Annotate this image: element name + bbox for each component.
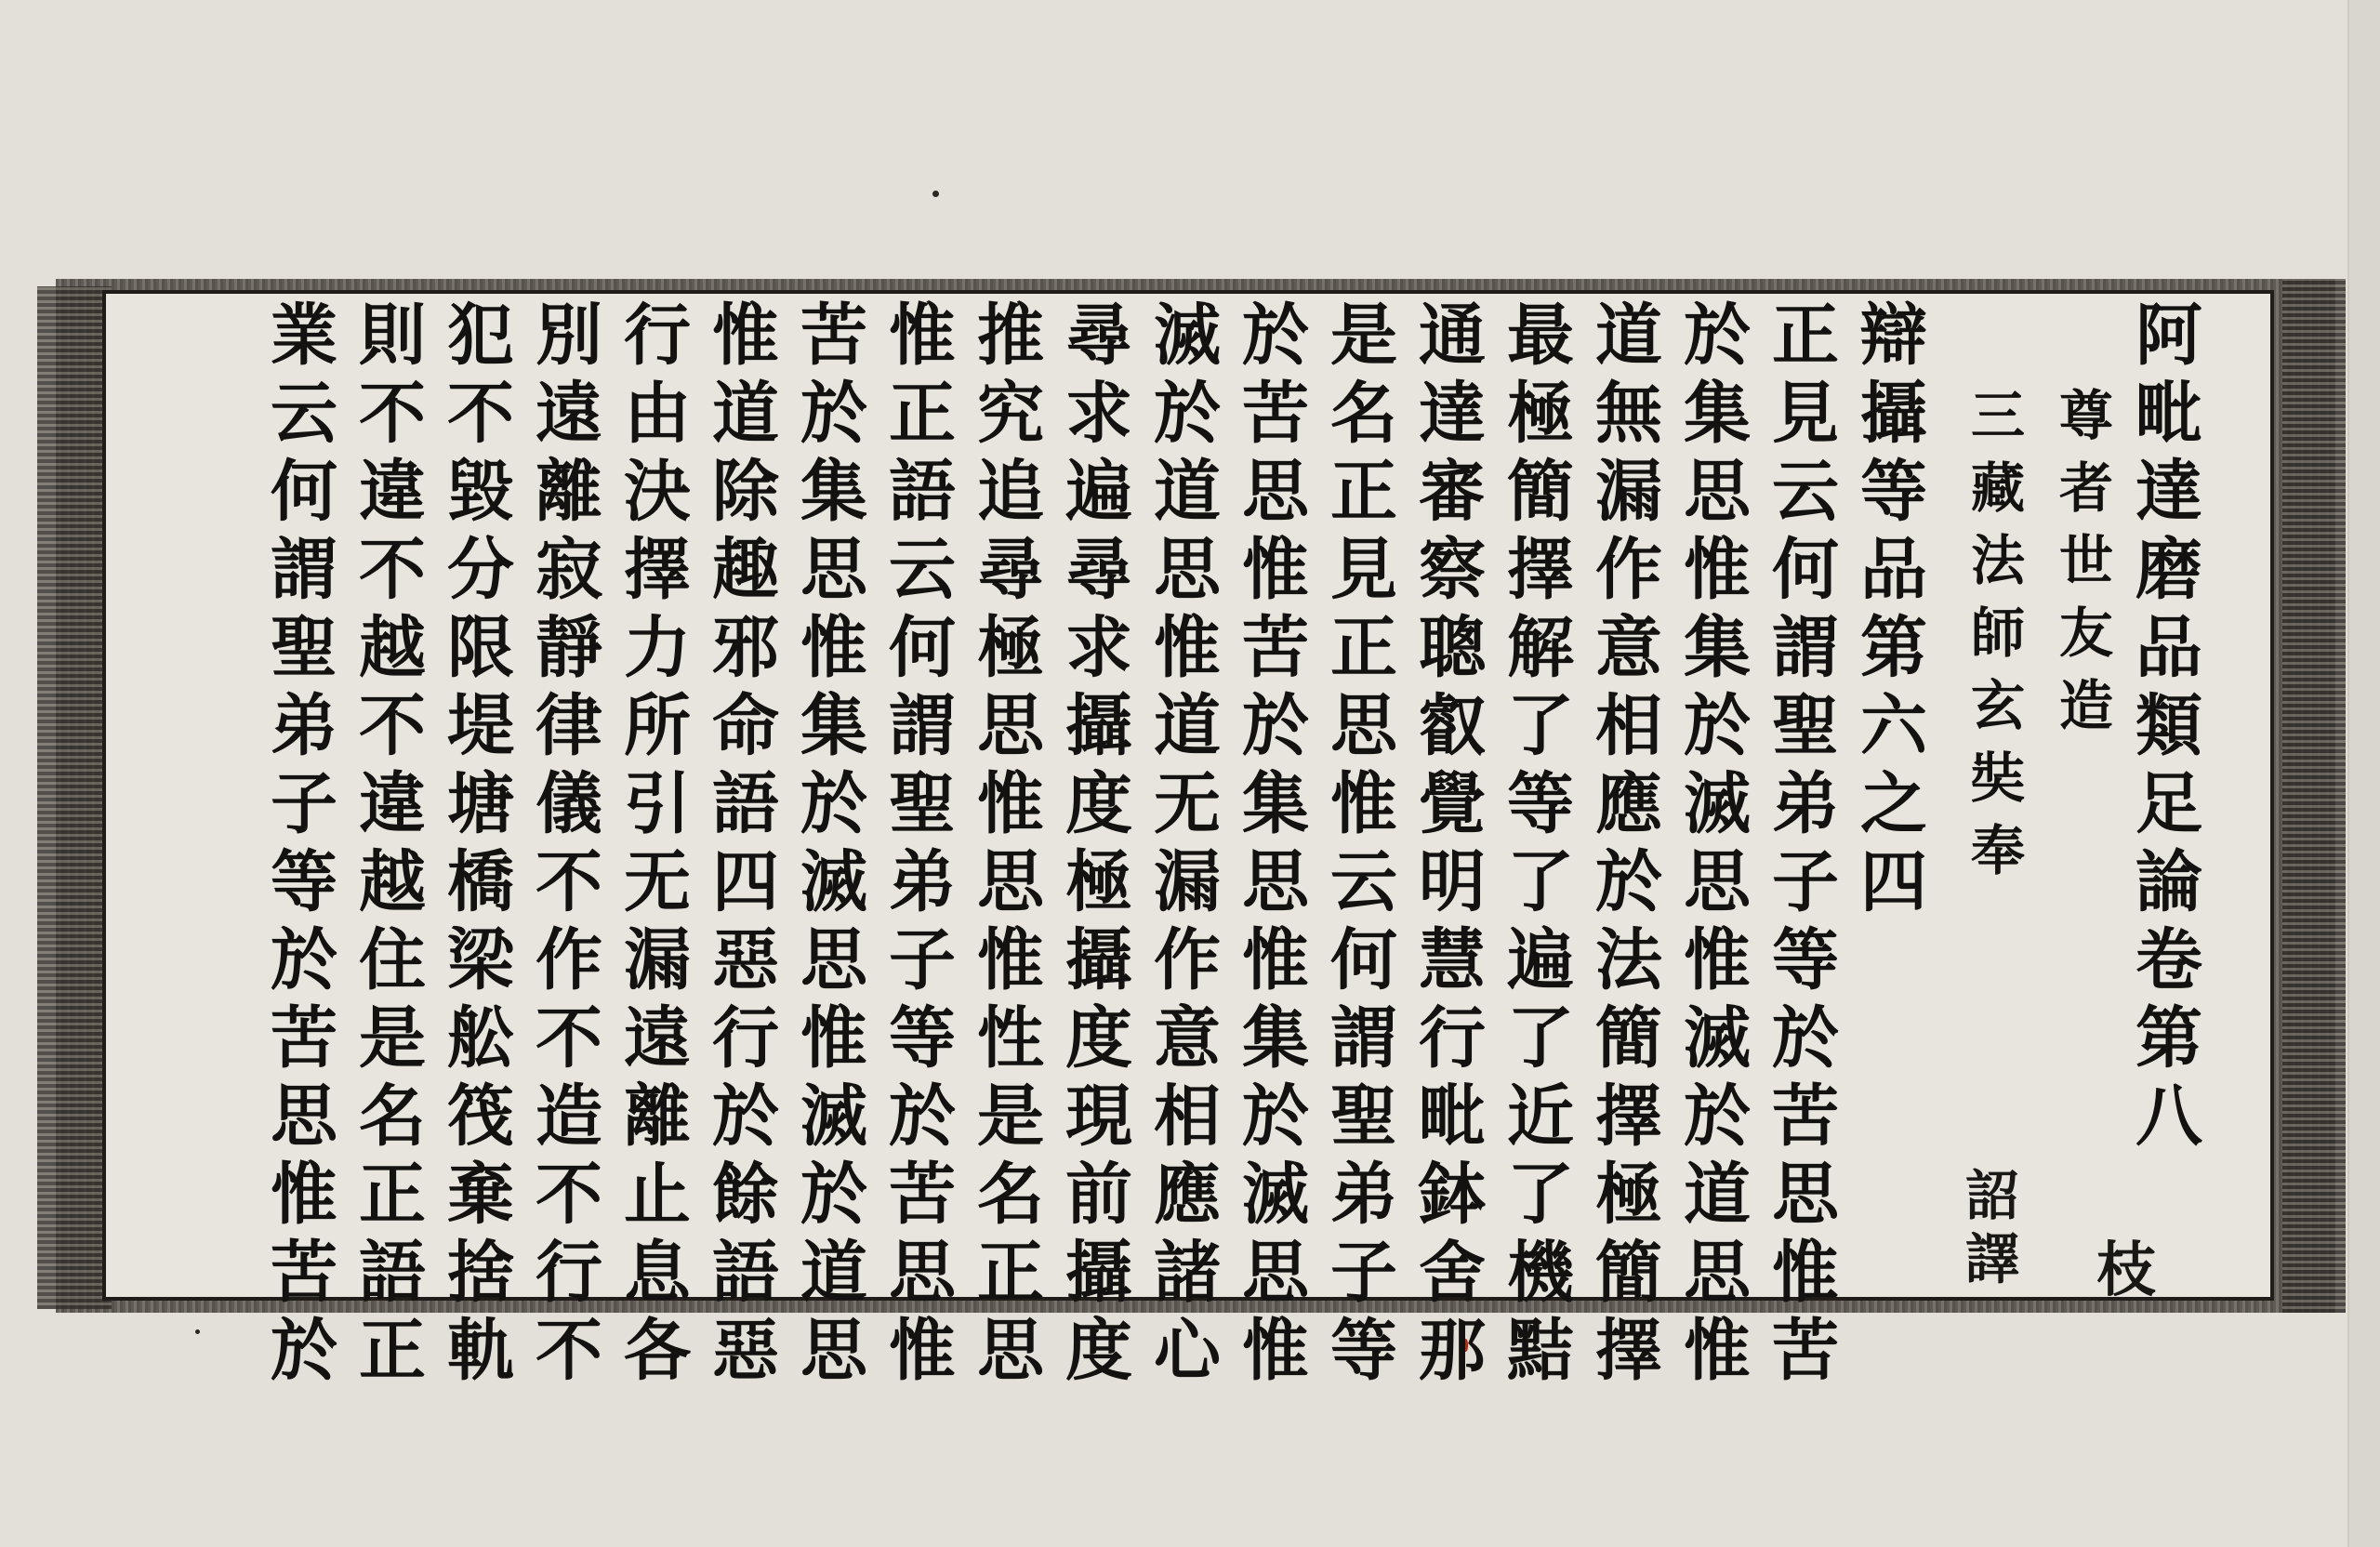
text-column: 道無漏作意相應於法簡擇極簡擇 <box>1584 299 1663 1393</box>
text-column: 於集思惟集於滅思惟滅於道思惟 <box>1673 299 1752 1393</box>
text-panel <box>102 290 2274 1393</box>
text-column: 行由決擇力所引无漏遠離止息各 <box>613 299 692 1393</box>
text-column: 惟正語云何謂聖弟子等於苦思惟 <box>878 299 957 1393</box>
ink-speck <box>195 1329 200 1334</box>
author-line: 尊者世友造 <box>2050 387 2113 749</box>
margin-mark: 枝 <box>2096 1236 2156 1305</box>
text-column: 苦於集思惟集於滅思惟滅於道思 <box>789 299 868 1393</box>
rubbing-border-right <box>2282 279 2346 1313</box>
title-column: 阿毗達磨品類足論卷第八 <box>2124 299 2203 1158</box>
text-column: 於苦思惟苦於集思惟集於滅思惟 <box>1231 299 1310 1393</box>
text-column: 尋求遍尋求攝度極攝度現前攝度 <box>1054 299 1133 1393</box>
text-column: 滅於道思惟道无漏作意相應諸心 <box>1143 299 1222 1393</box>
text-column: 犯不毀分限堤塘橋梁舩筏棄捨軌 <box>436 299 515 1393</box>
text-column: 正見云何謂聖弟子等於苦思惟苦 <box>1761 299 1840 1393</box>
text-column: 別遠離寂靜律儀不作不造不行不 <box>524 299 603 1393</box>
text-column: 則不違不越不違越住是名正語正 <box>348 299 427 1393</box>
text-column: 最極簡擇解了等了遍了近了機黠 <box>1496 299 1575 1393</box>
rubbing-border-left <box>37 286 112 1309</box>
text-column: 辯攝等品第六之四 <box>1849 299 1928 924</box>
text-column: 業云何謂聖弟子等於苦思惟苦於 <box>259 299 338 1393</box>
paper-fold <box>2347 0 2380 1547</box>
edict-mark: 詔譯 <box>1956 1167 2019 1293</box>
text-column: 惟道除趣邪命語四惡行於餘語惡 <box>701 299 780 1393</box>
text-column: 是名正見正思惟云何謂聖弟子等 <box>1319 299 1398 1393</box>
text-column: 推究追尋極思惟思惟性是名正思 <box>966 299 1045 1393</box>
ink-speck <box>932 191 939 197</box>
text-column: 通達審察聰叡覺明慧行毗鉢舍那 <box>1408 299 1487 1393</box>
translator-line: 三藏法師玄奘奉 <box>1962 387 2025 894</box>
